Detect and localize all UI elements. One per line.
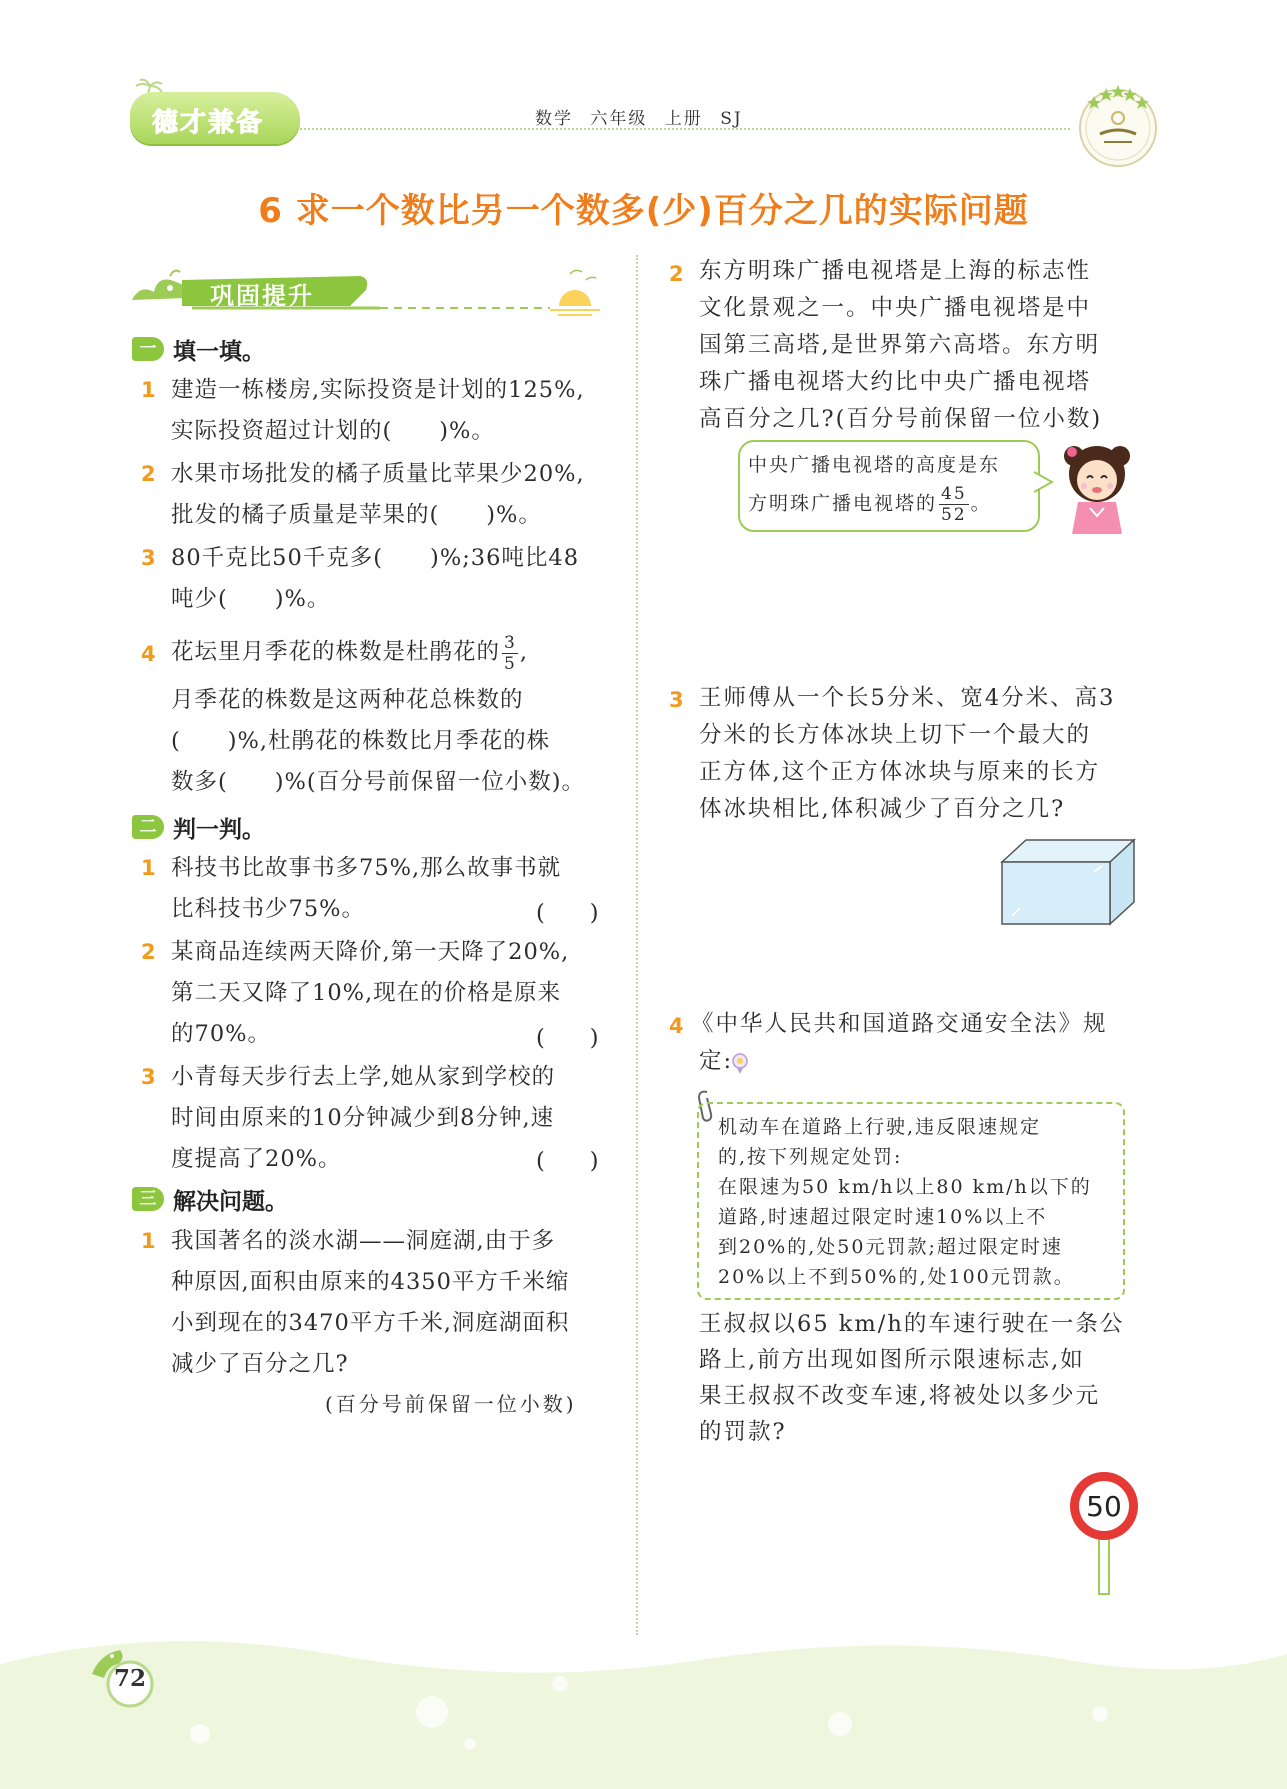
header-subject: 数学 六年级 上册 SJ xyxy=(535,109,743,129)
law-notice-text: 机动车在道路上行驶,违反限速规定 的,按下列规定处罚: 在限速为50 km/h以上80 km/h以下的 道路,时速超过限定时速10%以上不 到20%的,处50元罚款;超过限定时速 20%以上不到50%的,处100元罚款。 xyxy=(718,1116,1092,1288)
section-label-judge: 判一判。 xyxy=(173,817,265,843)
answer-bracket[interactable]: ( ) xyxy=(536,1025,599,1051)
judge-question-2: 某商品连续两天降价,第一天降了20%, 第二天又降了10%,现在的价格是原来 的70%。 xyxy=(171,939,570,1047)
teacher-seal-icon xyxy=(1072,78,1164,170)
section-badge-solve: 三 xyxy=(132,1187,164,1211)
brand-logo xyxy=(130,92,300,144)
lesson-title: 6 求一个数比另一个数多(少)百分之几的实际问题 xyxy=(258,191,1029,231)
section-badge-judge: 二 xyxy=(132,815,164,839)
fill-question-3: 80千克比50千克多( )%;36吨比48 吨少( )%。 xyxy=(171,545,580,612)
bubble-hint: 中央广播电视塔的高度是东 方明珠广播电视塔的 $\frac{45}{52}$ 。 xyxy=(748,454,1001,525)
location-pin-icon xyxy=(730,1052,750,1076)
fill-question-2: 水果市场批发的橘子质量比苹果少20%, 批发的橘子质量是苹果的( )%。 xyxy=(171,461,585,528)
question-number: 4 xyxy=(141,642,156,666)
page-number: 72 xyxy=(114,1665,147,1692)
solve-question-3: 王师傅从一个长5分米、宽4分米、高3 分米的长方体冰块上切下一个最大的 正方体,这个正方体冰块与原来的长方 体冰块相比,体积减少了百分之几? xyxy=(699,685,1116,822)
fraction: $\frac{3}{5}$ xyxy=(504,632,516,674)
banner-title: 巩固提升 xyxy=(210,282,314,310)
section-label-fill: 填一填。 xyxy=(173,339,265,365)
section-label-solve: 解决问题。 xyxy=(173,1189,288,1215)
question-number: 2 xyxy=(141,462,156,486)
question-number: 2 xyxy=(669,262,684,286)
footer-wave-decoration xyxy=(0,1624,1287,1789)
question-number: 3 xyxy=(141,1065,156,1089)
question-number: 4 xyxy=(669,1014,684,1038)
girl-character-icon xyxy=(1052,436,1142,536)
section-badge-fill: 一 xyxy=(132,337,164,361)
fill-question-4: 花坛里月季花的株数是杜鹃花的 $\frac{3}{5}$ , 月季花的株数是这两种花总株数的 ( )%,杜鹃花的株数比月季花的株 数多( )%(百分号前保留一位小数)。 xyxy=(171,632,585,795)
speed-limit-sign-icon xyxy=(1064,1470,1144,1596)
question-number: 3 xyxy=(141,546,156,570)
solve-question-2: 东方明珠广播电视塔是上海的标志性 文化景观之一。中央广播电视塔是中 国第三高塔,是世界第六高塔。东方明 珠广播电视塔大约比中央广播电视塔 高百分之几?(百分号前保留一位小数) xyxy=(699,258,1103,432)
column-divider xyxy=(636,255,638,1635)
solve-question-1: 我国著名的淡水湖——洞庭湖,由于多 种原因,面积由原来的4350平方千米缩 小到现在的3470平方千米,洞庭湖面积 减少了百分之几? xyxy=(171,1228,570,1377)
speed-limit-value: 50 xyxy=(1086,1490,1122,1523)
question-number: 2 xyxy=(141,940,156,964)
question-number: 1 xyxy=(141,856,156,880)
fraction: $\frac{45}{52}$ xyxy=(941,484,967,525)
answer-bracket[interactable]: ( ) xyxy=(536,900,599,926)
bubble-tail xyxy=(1034,470,1054,494)
question-number: 3 xyxy=(669,688,684,712)
judge-question-1: 科技书比故事书多75%,那么故事书就 比科技书少75%。 xyxy=(171,855,562,922)
question-number: 1 xyxy=(141,1229,156,1253)
answer-bracket[interactable]: ( ) xyxy=(536,1148,599,1174)
brand-text: 德才兼备 xyxy=(152,108,265,138)
solve-question-4-body: 王叔叔以65 km/h的车速行驶在一条公 路上,前方出现如图所示限速标志,如 果王叔叔不改变车速,将被处以多少元 的罚款? xyxy=(699,1311,1125,1445)
precision-note: (百分号前保留一位小数) xyxy=(325,1392,577,1416)
ice-block-illustration xyxy=(1000,836,1136,926)
section-banner xyxy=(130,262,610,322)
question-number: 1 xyxy=(141,378,156,402)
fill-question-1: 建造一栋楼房,实际投资是计划的125%, 实际投资超过计划的( )%。 xyxy=(171,377,585,444)
judge-question-3: 小青每天步行去上学,她从家到学校的 时间由原来的10分钟减少到8分钟,速 度提高了20%。 xyxy=(171,1064,556,1172)
solve-question-4: 《中华人民共和国道路交通安全法》规 定: xyxy=(691,1011,1108,1074)
